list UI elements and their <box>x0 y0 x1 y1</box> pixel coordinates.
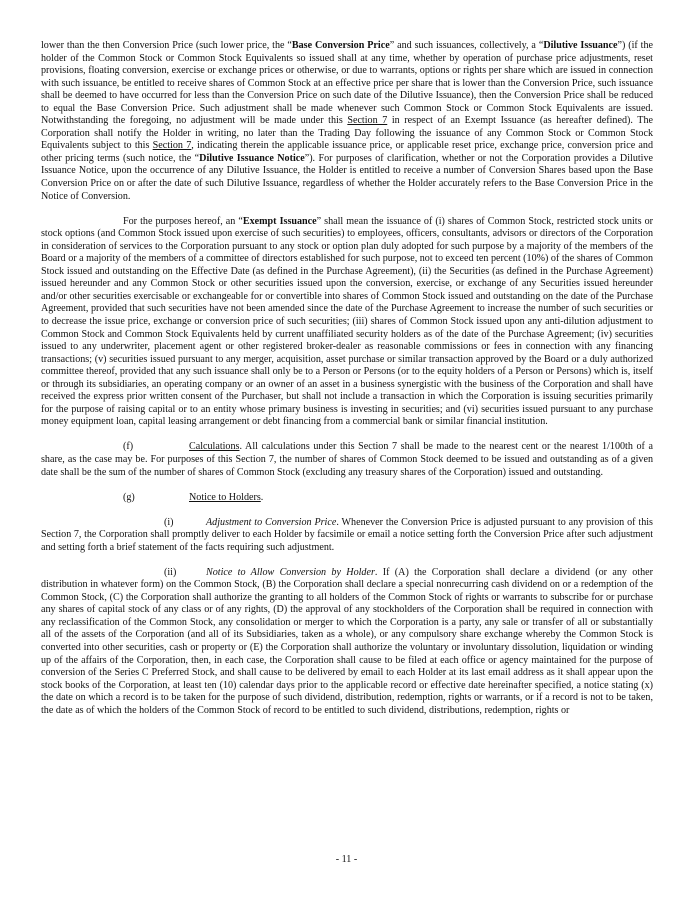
section-label-ii: (ii) <box>164 566 177 578</box>
section-heading-notice-to-holders: Notice to Holders <box>189 491 261 503</box>
text-run: ” shall mean the issuance of (i) shares of Common Stock, restricted stock units or stock options (and Common Stock issued upon exercise of such securities) to employees, officers, consultants, advisors or directors of the Corporation in consideration of services to the Corporation pursuant to any stock or option plan duly adopted for such purpose by a majority of the members of the Board or a majority of the members of a committee of directors established for such purpose, not to exceed ten percent (10%) of the shares of Common Stock issued and outstanding on the Effective Date (as defined in the Purchase Agreement), (ii) the Securities (as defined in the Purchase Agreement) issued hereunder and any Common Stock or other securities issued upon the conversion, exercise, or exchange of any Securities issued hereunder and/or other securities exercisable or exchangeable for or convertible into shares of Common Stock issued and outstanding on the date of the Purchase Agreement, provided that such securities have not been amended since the date of the Purchase Agreement to increase the number of such securities or to decrease the issue price, exchange or conversion price of such securities; (iii) shares of Common Stock issued upon any anti-dilution adjustment to Common Stock and Common Stock Equivalents held by current unaffiliated security holders as of the date of the Purchase Agreement; (iv) securities issued to any underwriter, placement agent or other registered broker-dealer as reasonable commissions or fees in connection with any financing transactions; (v) securities issued pursuant to any merger, acquisition, asset purchase or similar transaction approved by the Board or a duly authorized committee thereof, provided that any such issuance shall only be to a Person or Persons (or to the equity holders of a Person or Persons) which is, itself or through its subsidiaries, an operating company or an owner of an asset in a business synergistic with the business of the Corporation and shall have received the express prior written consent of the Purchaser, but shall not include a transaction in which the Corporation is issuing securities primarily for the purpose of raising capital or to an entity whose primary business is investing in securities; and (vi) securities issued pursuant to any purchase money equipment loan, capital leasing arrangement or debt financing from a commercial bank or similar financial institution. <box>41 215 653 428</box>
text-run: . <box>260 491 264 503</box>
paragraph-adjustment-to-conversion-price <box>41 517 653 555</box>
page-number: - 11 - <box>335 854 358 865</box>
text-run: lower than the then Conversion Price (such lower price, the “ <box>41 40 292 51</box>
section-reference: Section 7 <box>347 115 388 127</box>
defined-term-exempt-issuance: Exempt Issuance <box>242 215 317 227</box>
text-run: . If (A) the Corporation shall declare a dividend (or any other distribution in whatever form) on the Common Stock, (B) the Corporation shall declare a special nonrecurring cash dividend on or a redemption of the Common Stock, (C) the Corporation shall authorize the granting to all holders of the Common Stock of rights or warrants to subscribe for or purchase any shares of capital stock of any class or of any rights, (D) the approval of any stockholders of the Corporation shall be required in connection with any reclassification of the Common Stock, any consolidation or merger to which the Corporation is a party, any sale or transfer of all or substantially all of the assets of the Corporation (and all of its Subsidiaries, taken as a whole), or any compulsory share exchange whereby the Common Stock is converted into other securities, cash or property or (E) the Corporation shall authorize the voluntary or involuntary dissolution, liquidation or winding up of the affairs of the Corporation, then, in each case, the Corporation shall cause to be filed at each office or agency maintained for the purpose of conversion of the Series C Preferred Stock, and shall cause to be delivered by email to each Holder at its last email address as it shall appear upon the stock books of the Corporation, at least ten (10) calendar days prior to the applicable record or effective date hereinafter specified, a notice stating (x) the date on which a record is to be taken for the purpose of such dividend, distribution, redemption, rights or warrants, or if a record is not to be taken, the date as of which the holders of the Common Stock of record to be entitled to such dividend, distributions, redemption, rights or <box>41 566 653 716</box>
section-heading-calculations: Calculations <box>189 441 240 453</box>
text-run: in respect of an Exempt Issuance (as hereafter defined). The Corporation shall notify the Holder in writing, no later than the Trading Day following the issuance of any Common Stock or Common Stock Equivalents subject to this <box>41 115 653 152</box>
section-label-f: (f) <box>123 441 134 453</box>
text-run: . Whenever the Conversion Price is adjusted pursuant to any provision of this Section 7, the Corporation shall promptly deliver to each Holder by facsimile or email a notice setting forth the Conversion Price after such adjustment and setting forth a brief statement of the facts requiring such adjustment. <box>41 516 653 553</box>
section-label-g: (g) <box>123 491 135 503</box>
section-label-i: (i) <box>164 516 174 528</box>
text-run: , indicating therein the applicable issuance price, or applicable reset price, exchange price, conversion price and other pricing terms (such notice, the “ <box>41 140 653 164</box>
section-heading-notice-to-allow-conversion: Notice to Allow Conversion by Holder <box>206 566 375 578</box>
text-run: ”) (if the holder of the Common Stock or Common Stock Equivalents so issued shall at any time, whether by operation of purchase price adjustments, reset provisions, floating conversion, exercise or exchange prices or otherwise, or due to warrants, options or rights per share which are issued in connection with such issuance, be entitled to receive shares of Common Stock at an effective price per share that is lower than the Conversion Price, such issuance shall be deemed to have occurred for less than the Conversion Price on such date of the Dilutive Issuance), then the Conversion Price shall be reduced to equal the Base Conversion Price. Such adjustment shall be made whenever such Common Stock or Common Stock Equivalents are issued. Notwithstanding the foregoing, no adjustment will be made under this <box>41 40 654 127</box>
paragraph-dilutive-issuance <box>41 40 653 203</box>
defined-term-base-conversion-price: Base Conversion Price <box>291 40 390 51</box>
paragraph-calculations <box>41 441 653 479</box>
text-run: . All calculations under this Section 7 shall be made to the nearest cent or the nearest 1/100th of a share, as the case may be. For purposes of this Section 7, the number of shares of Common Stock deemed to be issued and outstanding as of a given date shall be the sum of the number of shares of Common Stock (excluding any treasury shares of the Corporation) issued and outstanding. <box>41 441 653 478</box>
document-page <box>41 40 653 717</box>
section-heading-adjustment: Adjustment to Conversion Price <box>206 516 337 528</box>
text-run: For the purposes hereof, an “ <box>123 215 243 227</box>
text-run: ”). For purposes of clarification, whether or not the Corporation provides a Dilutive Issuance Notice, upon the occurrence of any Dilutive Issuance, the Holder is entitled to receive a number of Conversion Shares based upon the Base Conversion Price on or after the date of such Dilutive Issuance, regardless of whether the Holder accurately refers to the Base Conversion Price in the Notice of Conversion. <box>41 152 654 202</box>
defined-term-dilutive-issuance-notice: Dilutive Issuance Notice <box>199 152 305 164</box>
paragraph-exempt-issuance <box>41 216 653 429</box>
paragraph-notice-to-allow-conversion <box>41 567 653 718</box>
text-run: ” and such issuances, collectively, a “ <box>389 40 544 51</box>
paragraph-notice-to-holders <box>41 492 653 505</box>
section-reference: Section 7 <box>152 140 192 152</box>
defined-term-dilutive-issuance: Dilutive Issuance <box>543 40 618 51</box>
